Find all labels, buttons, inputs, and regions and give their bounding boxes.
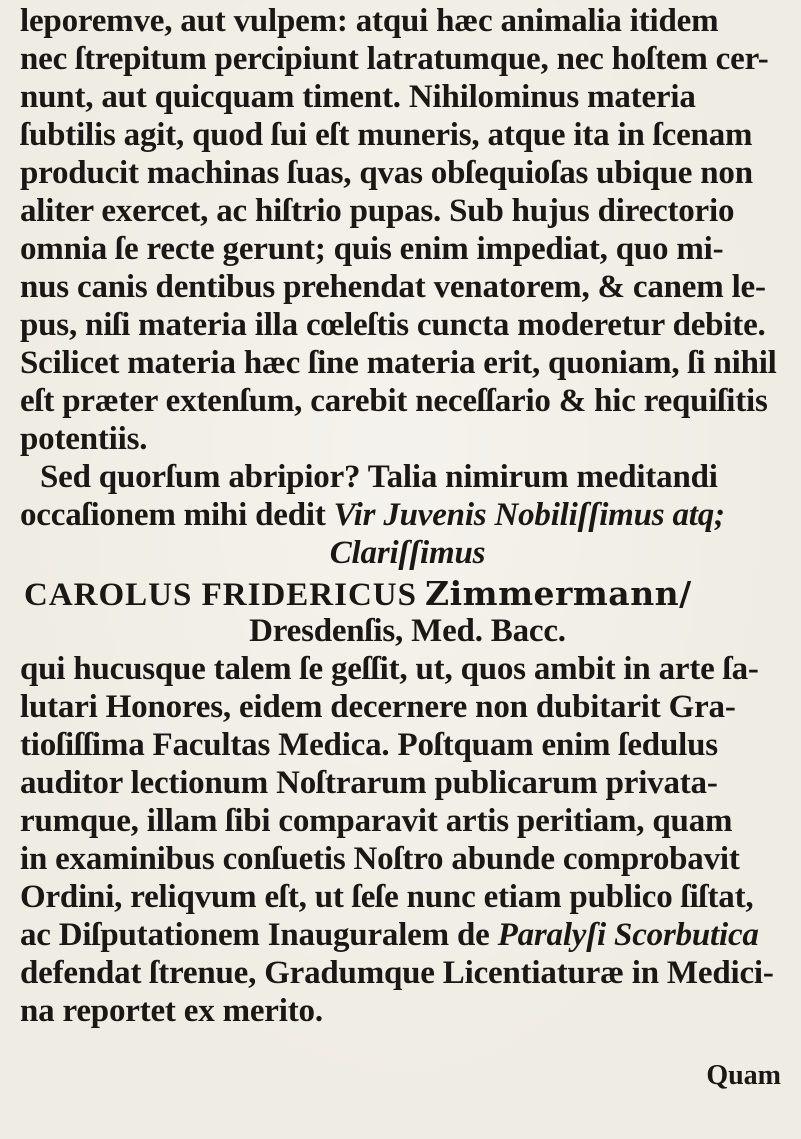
text-line-19: Ordini, reliqvum eſt, ut ſeſe nunc etiam publico ſiſtat, — [20, 879, 754, 915]
dedicatee-title-continued: Clariſſimus — [329, 535, 486, 571]
candidate-name-line — [24, 575, 692, 614]
disputation-intro: ac Diſputationem Inauguralem de — [20, 917, 498, 953]
text-line-11: eſt præter extenſum, carebit neceſſario & hic requiſitis — [20, 383, 768, 419]
text-line-15: tioſiſſima Facultas Medica. Poſtquam enim ſedulus — [20, 727, 718, 763]
text-line-3: nunt, aut quicquam timent. Nihilominus materia — [20, 79, 696, 115]
text-line-2: nec ſtrepitum percipiunt latratumque, nec hoſtem cer- — [20, 41, 769, 77]
text-line-4: ſubtilis agit, quod ſui eſt muneris, atque ita in ſcenam — [20, 117, 753, 153]
text-line-10: Scilicet materia hæc ſine materia erit, quoniam, ſi nihil — [20, 345, 777, 381]
paragraph-2-line-2 — [20, 496, 725, 534]
text-line-5: producit machinas ſuas, qvas obſequioſas ubique non — [20, 155, 753, 191]
text-line-14: lutari Honores, eidem decernere non dubitarit Gra- — [20, 689, 736, 725]
text-line-13: qui hucusque talem ſe geſſit, ut, quos ambit in arte ſa- — [20, 651, 759, 687]
text-line-16: auditor lectionum Noſtrarum publicarum privata- — [20, 765, 718, 801]
text-line-21: defendat ſtrenue, Gradumque Licentiaturæ in Medici- — [20, 955, 774, 991]
text-line-17: rumque, illam ſibi comparavit artis peritiam, quam — [20, 803, 733, 839]
paragraph-2-line-1: Sed quorſum abripior? Talia nimirum meditandi — [40, 459, 718, 495]
candidate-origin: Dresdenſis, Med. Bacc. — [249, 613, 566, 649]
catchword: Quam — [706, 1060, 781, 1091]
text-line-9: pus, niſi materia illa cœleſtis cuncta moderetur debite. — [20, 307, 766, 343]
text-line-1: leporemve, aut vulpem: atqui hæc animalia itidem — [20, 3, 719, 39]
text-line-7: omnia ſe recte gerunt; quis enim impediat, quo mi- — [20, 231, 724, 267]
text-line-20 — [20, 916, 759, 954]
text-line-6: aliter exercet, ac hiſtrio pupas. Sub hujus directorio — [20, 193, 735, 229]
text-line-12: potentiis. — [20, 421, 148, 457]
text-line-8: nus canis dentibus prehendat venatorem, & canem le- — [20, 269, 766, 305]
dedicatee-title: Vir Juvenis Nobiliſſimus atq; — [333, 497, 725, 533]
text-line-22: na reportet ex merito. — [20, 993, 323, 1029]
candidate-name: CAROLUS FRIDERICUS — [24, 577, 417, 613]
disputation-title: Paralyſi Scorbutica — [497, 917, 759, 953]
text-line-18: in examinibus conſuetis Noſtro abunde comprobavit — [20, 841, 740, 877]
dedicatee-intro: occaſionem mihi dedit — [20, 497, 334, 533]
candidate-surname: Zimmermann/ — [425, 574, 692, 613]
